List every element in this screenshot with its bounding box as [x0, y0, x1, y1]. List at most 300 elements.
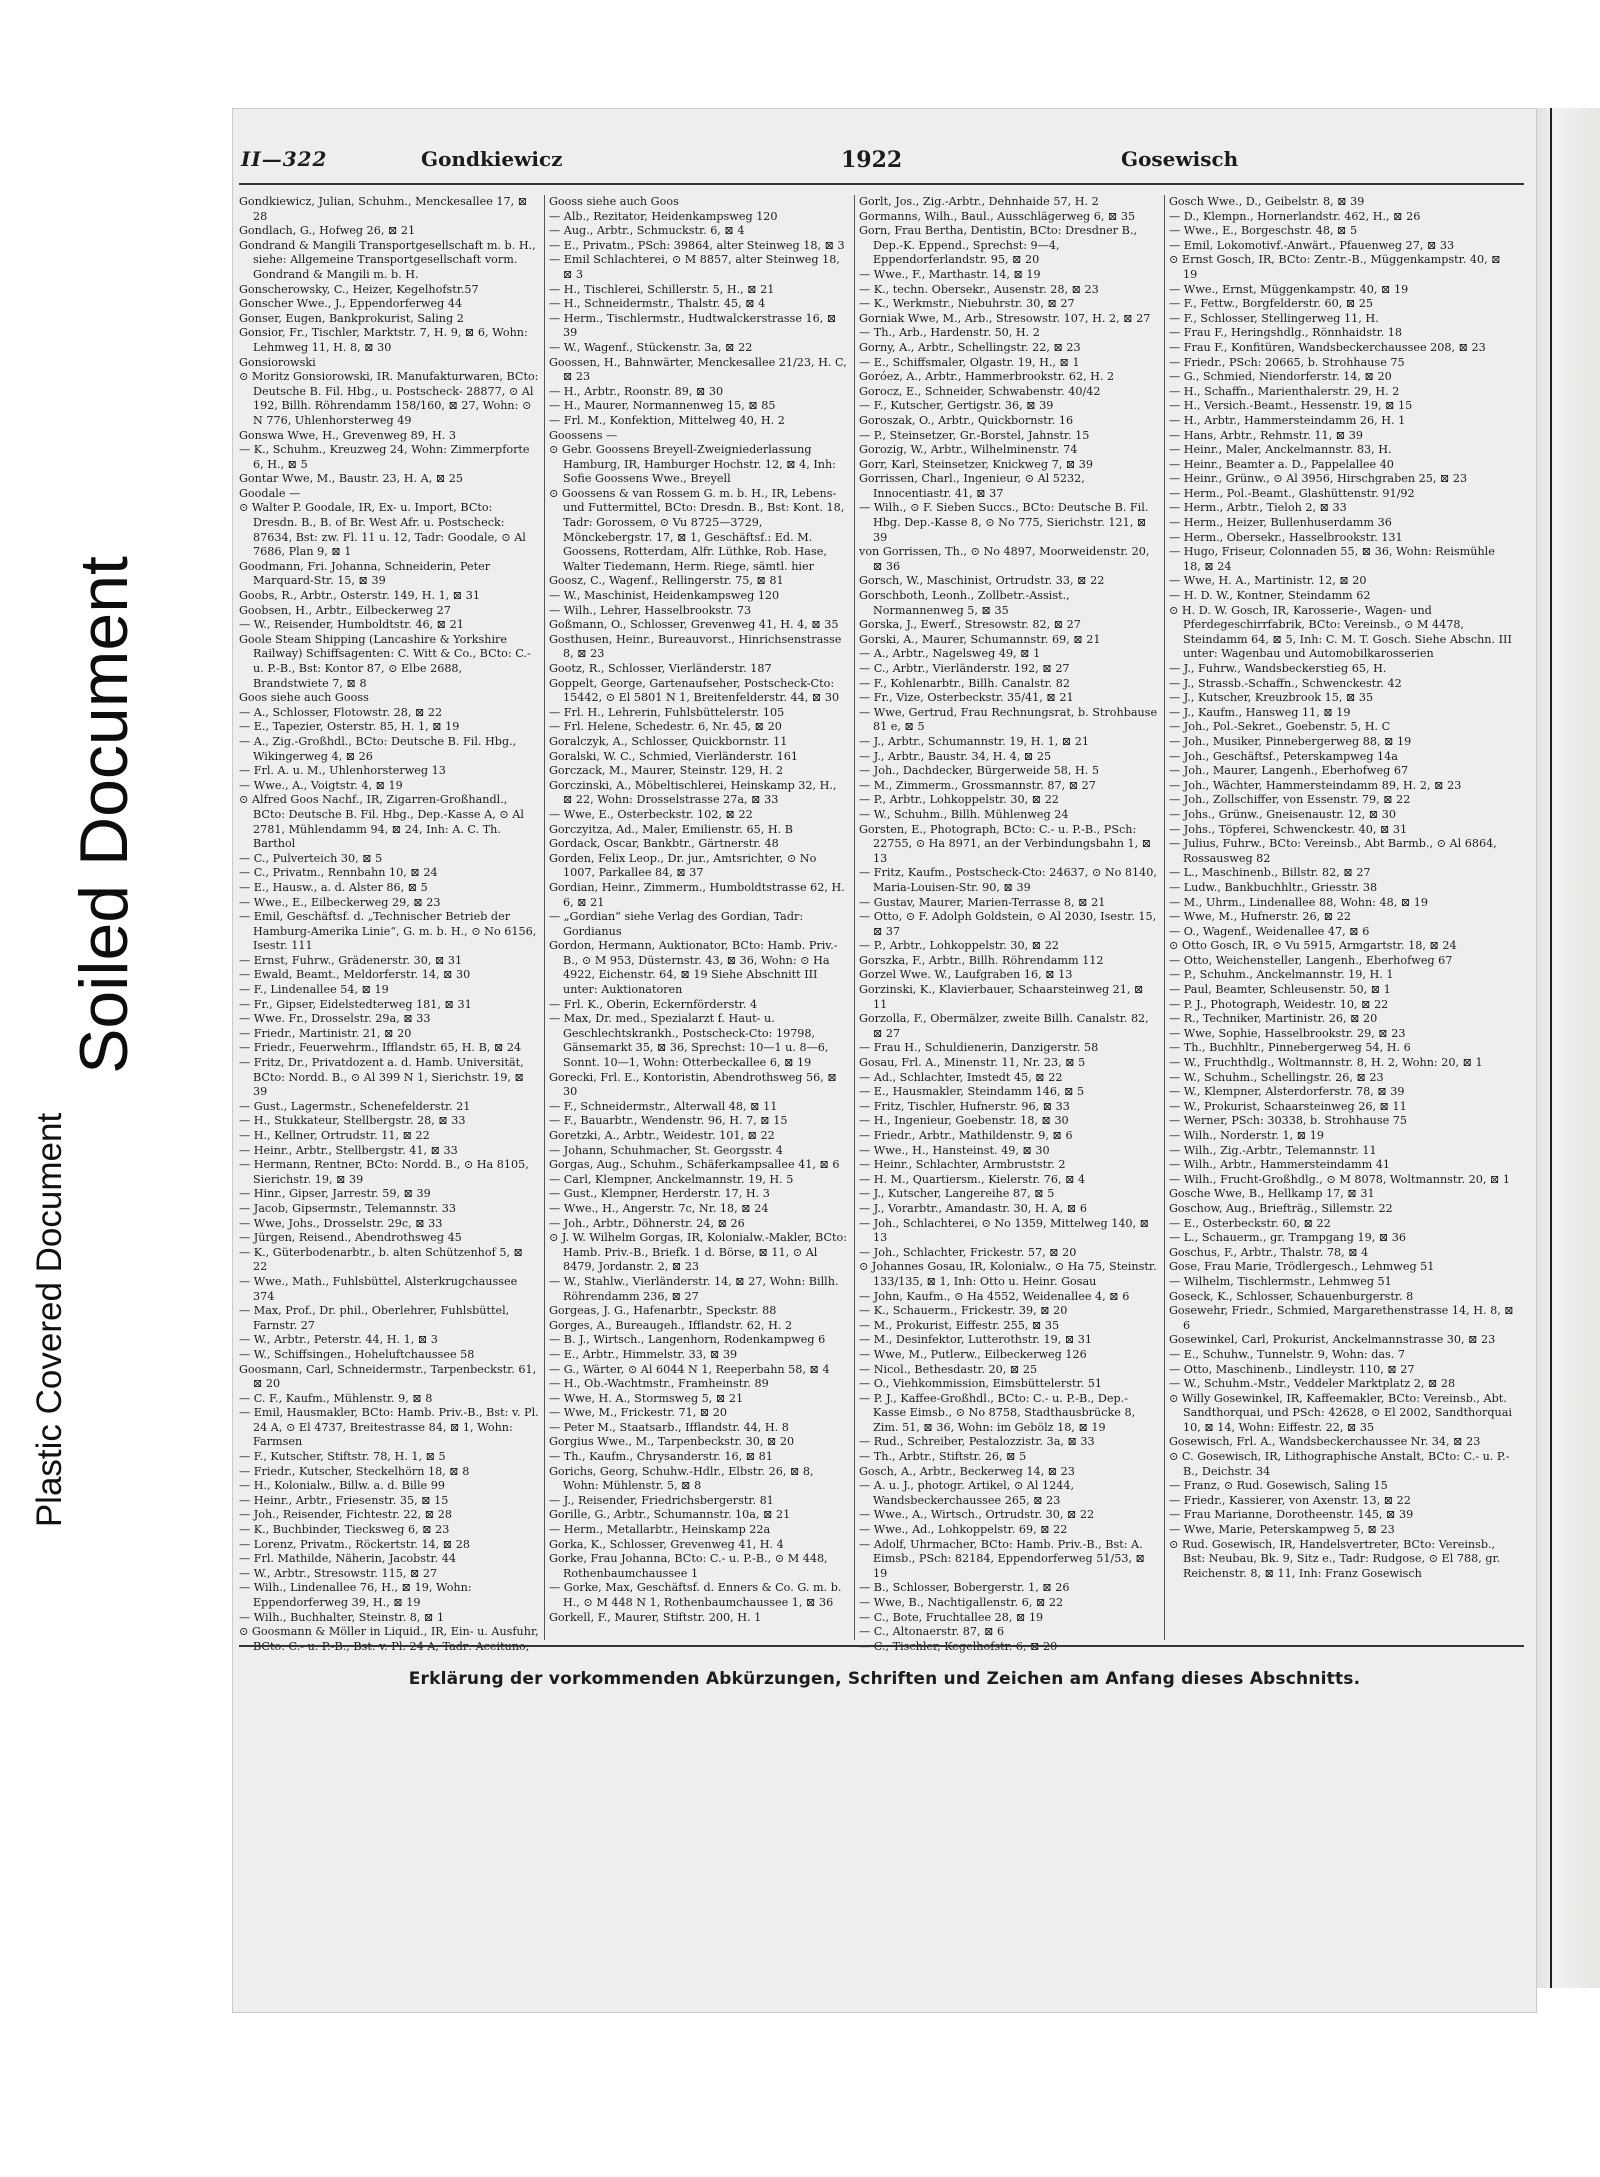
- directory-entry: — W., Arbtr., Stresowstr. 115, ⊠ 27: [239, 1566, 438, 1580]
- directory-entry: Gorichs, Georg, Schuhw.-Hdlr., Elbstr. 26, ⊠ 8, Wohn: Mühlenstr. 5, ⊠ 8: [549, 1464, 814, 1493]
- directory-entry: Gorr, Karl, Steinsetzer, Knickweg 7, ⊠ 39: [859, 457, 1093, 471]
- directory-entry: — W., Reisender, Humboldtstr. 46, ⊠ 21: [239, 618, 464, 632]
- directory-entry: — Joh., Musiker, Pinnebergerweg 88, ⊠ 19: [1169, 734, 1412, 748]
- directory-entry: Gosch Wwe., D., Geibelstr. 8, ⊠ 39: [1169, 195, 1365, 208]
- directory-entry: — J., Kutscher, Kreuzbrook 15, ⊠ 35: [1169, 691, 1374, 705]
- directory-entry: Goralczyk, A., Schlosser, Quickbornstr. 11: [549, 734, 788, 748]
- directory-entry: — F., Schneidermstr., Alterwall 48, ⊠ 11: [549, 1099, 778, 1113]
- directory-entry: — A., Schlosser, Flotowstr. 28, ⊠ 22: [239, 705, 443, 719]
- directory-entry: Gonsiorowski: [239, 355, 316, 369]
- directory-entry: ⊙ H. D. W. Gosch, IR, Karosserie-, Wagen- und Pferdegeschirrfabrik, BCto: Vereinsb., ⊙ M 4478, Steindamm 64, ⊠ 5, Inh: C. M. T. Gosch. Siehe Abschn. III unter: Wagenbau und Automobilkarosserien: [1169, 603, 1512, 661]
- directory-entry: Gormanns, Wilh., Baul., Ausschlägerweg 6, ⊠ 35: [859, 209, 1136, 223]
- directory-entry: Gorczinski, A., Möbeltischlerei, Heinskamp 32, H., ⊠ 22, Wohn: Drosselstrasse 27a, ⊠ 33: [549, 778, 837, 807]
- directory-entry: — Friedr., Feuerwehrm., Ifflandstr. 65, H. B, ⊠ 24: [239, 1041, 522, 1055]
- directory-entry: — Th., Kaufm., Chrysanderstr. 16, ⊠ 81: [549, 1450, 773, 1464]
- directory-entry: — Herm., Obersekr., Hasselbrookstr. 131: [1169, 530, 1403, 544]
- directory-entry: — Heinr., Arbtr., Stellbergstr. 41, ⊠ 33: [239, 1143, 458, 1157]
- directory-entry: — F., Kutscher, Gertigstr. 36, ⊠ 39: [859, 399, 1054, 413]
- directory-entry: Gonsior, Fr., Tischler, Marktstr. 7, H. 9, ⊠ 6, Wohn: Lehmweg 11, H. 8, ⊠ 30: [239, 326, 528, 354]
- directory-entry: Gosewinkel, Carl, Prokurist, Anckelmannstrasse 30, ⊠ 23: [1169, 1333, 1496, 1347]
- directory-entry: — Frau F., Heringshdlg., Rönnhaidstr. 18: [1169, 326, 1403, 340]
- directory-entry: Goppelt, George, Gartenaufseher, Postscheck-Cto: 15442, ⊙ El 5801 N 1, Breitenfelderstr. 44, ⊠ 30: [549, 676, 840, 705]
- directory-entry: — Ludw., Bankbuchhltr., Griesstr. 38: [1169, 880, 1378, 894]
- directory-entry: — H., Versich.-Beamt., Hessenstr. 19, ⊠ 15: [1169, 399, 1413, 413]
- directory-entry: — H., Arbtr., Hammersteindamm 26, H. 1: [1169, 413, 1406, 427]
- directory-entry: — Heinr., Beamter a. D., Pappelallee 40: [1169, 457, 1394, 471]
- directory-entry: — Wwe., F., Marthastr. 14, ⊠ 19: [859, 267, 1041, 281]
- directory-entry: Gorzolla, F., Obermälzer, zweite Billh. Canalstr. 82, ⊠ 27: [859, 1012, 1149, 1040]
- directory-entry: Gorozig, W., Arbtr., Wilhelminenstr. 74: [859, 443, 1078, 457]
- directory-entry: — Wwe, B., Nachtigallenstr. 6, ⊠ 22: [859, 1596, 1064, 1609]
- directory-entry: Gonswa Wwe, H., Grevenweg 89, H. 3: [239, 428, 456, 442]
- directory-entry: — E., Schiffsmaler, Olgastr. 19, H., ⊠ 1: [859, 355, 1080, 369]
- directory-entry: — G., Schmied, Niendorferstr. 14, ⊠ 20: [1169, 370, 1392, 384]
- directory-entry: — Fritz, Tischler, Hufnerstr. 96, ⊠ 33: [859, 1099, 1070, 1113]
- directory-entry: Gorn, Frau Bertha, Dentistin, BCto: Dresdner B., Dep.-K. Eppend., Sprechst: 9—4, Eppendorferlandstr. 95, ⊠ 20: [859, 224, 1138, 267]
- directory-entry: — Carl, Klempner, Anckelmannstr. 19, H. 5: [549, 1172, 794, 1186]
- directory-entry: — Hans, Arbtr., Rehmstr. 11, ⊠ 39: [1169, 428, 1363, 442]
- directory-entry: — Adolf, Uhrmacher, BCto: Hamb. Priv.-B., Bst: A. Eimsb., PSch: 82184, Eppendorferweg 51/53, ⊠ 19: [859, 1537, 1145, 1580]
- directory-entry: — John, Kaufm., ⊙ Ha 4552, Weidenallee 4, ⊠ 6: [859, 1289, 1130, 1303]
- directory-entry: Gorocz, E., Schneider, Schwabenstr. 40/42: [859, 384, 1101, 398]
- directory-entry: — Werner, PSch: 30338, b. Strohhause 75: [1169, 1114, 1407, 1128]
- directory-entry: — Friedr., Martinistr. 21, ⊠ 20: [239, 1026, 412, 1040]
- directory-entry: Gorska, J., Ewerf., Stresowstr. 82, ⊠ 27: [859, 618, 1081, 632]
- directory-entry: — K., Buchbinder, Tiecksweg 6, ⊠ 23: [239, 1523, 450, 1537]
- directory-entry: — Hugo, Friseur, Colonnaden 55, ⊠ 36, Wohn: Reismühle 18, ⊠ 24: [1169, 545, 1495, 573]
- directory-entry: — Emil, Lokomotivf.-Anwärt., Pfauenweg 27, ⊠ 33: [1169, 238, 1455, 252]
- directory-entry: — W., Maschinist, Heidenkampsweg 120: [549, 589, 780, 603]
- directory-entry: — Joh., Dachdecker, Bürgerweide 58, H. 5: [859, 764, 1099, 778]
- directory-entry: — G., Wärter, ⊙ Al 6044 N 1, Reeperbahn 58, ⊠ 4: [549, 1362, 830, 1376]
- directory-entry: — Wwe., E., Borgeschstr. 48, ⊠ 5: [1169, 224, 1358, 238]
- directory-entry: — C., Privatm., Rennbahn 10, ⊠ 24: [239, 866, 438, 880]
- directory-entry: — Wwe., Ad., Lohkoppelstr. 69, ⊠ 22: [859, 1523, 1068, 1537]
- directory-entry: — Johann, Schuhmacher, St. Georgsstr. 4: [549, 1143, 783, 1157]
- directory-entry: — E., Osterbeckstr. 60, ⊠ 22: [1169, 1216, 1331, 1230]
- directory-entry: — Max, Dr. med., Spezialarzt f. Haut- u. Geschlechtskrankh., Postscheck-Cto: 19798, Gänsemarkt 35, ⊠ 36, Sprechst: 10—1 u. 8—6, Sonnt. 10—1, Wohn: Otterbeckallee 6, ⊠ 19: [549, 1012, 829, 1070]
- directory-entry: — E., Tapezier, Osterstr. 85, H. 1, ⊠ 19: [239, 720, 460, 734]
- directory-entry: — Fr., Gipser, Eidelstedterweg 181, ⊠ 31: [239, 997, 472, 1011]
- directory-entry: — K., Werkmstr., Niebuhrstr. 30, ⊠ 27: [859, 297, 1075, 311]
- directory-entry: Gorkell, F., Maurer, Stiftstr. 200, H. 1: [549, 1610, 762, 1624]
- directory-entry: — H., Maurer, Normannenweg 15, ⊠ 85: [549, 399, 776, 413]
- directory-entry: — H., Arbtr., Roonstr. 89, ⊠ 30: [549, 384, 724, 398]
- directory-entry: — P., Arbtr., Lohkoppelstr. 30, ⊠ 22: [859, 939, 1059, 953]
- directory-entry: — Wwe, H. A., Stormsweg 5, ⊠ 21: [549, 1391, 744, 1405]
- directory-entry: — P., Arbtr., Lohkoppelstr. 30, ⊠ 22: [859, 793, 1059, 807]
- directory-entry: — Joh., Schlachterei, ⊙ No 1359, Mittelweg 140, ⊠ 13: [859, 1216, 1150, 1245]
- directory-entry: — Gust., Lagermstr., Schenefelderstr. 21: [239, 1099, 471, 1113]
- directory-entry: Goossens —: [549, 428, 618, 442]
- directory-entry: — M., Prokurist, Eiffestr. 255, ⊠ 35: [859, 1318, 1060, 1332]
- directory-entry: Goschow, Aug., Briefträg., Sillemstr. 22: [1169, 1201, 1393, 1215]
- directory-entry: — Julius, Fuhrw., BCto: Vereinsb., Abt Barmb., ⊙ Al 6864, Rossausweg 82: [1169, 837, 1497, 865]
- page-footer-note: Erklärung der vorkommenden Abkürzungen, Schriften und Zeichen am Anfang dieses Abschnitts.: [408, 1669, 1361, 1689]
- directory-entry: Goodale —: [239, 486, 301, 500]
- directory-entry: — Franz, ⊙ Rud. Gosewisch, Saling 15: [1169, 1479, 1388, 1493]
- directory-entry: Gorlt, Jos., Zig.-Arbtr., Dehnhaide 57, H. 2: [859, 195, 1099, 208]
- directory-entry: — Jacob, Gipsermstr., Telemannstr. 33: [239, 1201, 456, 1215]
- directory-entry: — Joh., Zollschiffer, von Essenstr. 79, ⊠ 22: [1169, 793, 1411, 807]
- directory-entry: ⊙ Goosmann & Möller in Liquid., IR, Ein- u. Ausfuhr,: [239, 1625, 539, 1639]
- directory-entry: von Gorrissen, Th., ⊙ No 4897, Moorweidenstr. 20, ⊠ 36: [859, 545, 1150, 573]
- directory-entry: — Friedr., Arbtr., Mathildenstr. 9, ⊠ 6: [859, 1129, 1073, 1142]
- directory-entry: — Frau Marianne, Dorotheenstr. 145, ⊠ 39: [1169, 1508, 1414, 1522]
- directory-entry: — C., Bote, Fruchtallee 28, ⊠ 19: [859, 1610, 1044, 1624]
- directory-entry: — R., Techniker, Martinistr. 26, ⊠ 20: [1169, 1012, 1378, 1026]
- directory-entry: Goschus, F., Arbtr., Thalstr. 78, ⊠ 4: [1169, 1245, 1369, 1259]
- directory-entry: — Frau F., Konfitüren, Wandsbeckerchaussee 208, ⊠ 23: [1169, 340, 1486, 354]
- directory-entry: — Ad., Schlachter, Imstedt 45, ⊠ 22: [859, 1070, 1063, 1084]
- directory-entry: — P. J., Photograph, Weidestr. 10, ⊠ 22: [1169, 997, 1389, 1011]
- directory-entry: Gosewisch, Frl. A., Wandsbeckerchaussee Nr. 34, ⊠ 23: [1169, 1435, 1481, 1449]
- directory-entry: Gosau, Frl. A., Minenstr. 11, Nr. 23, ⊠ 5: [859, 1056, 1086, 1070]
- directory-entry: — D., Klempn., Hornerlandstr. 462, H., ⊠ 26: [1169, 209, 1421, 223]
- directory-entry: — O., Viehkommission, Eimsbüttelerstr. 51: [859, 1377, 1102, 1391]
- directory-entry: — Frl. M., Konfektion, Mittelweg 40, H. 2: [549, 413, 785, 427]
- directory-entry: — Wwe, H. A., Martinistr. 12, ⊠ 20: [1169, 574, 1367, 588]
- directory-entry: — Wwe., H., Angerstr. 7c, Nr. 18, ⊠ 24: [549, 1201, 769, 1215]
- directory-entry: — Johs., Töpferei, Schwenckestr. 40, ⊠ 31: [1169, 822, 1408, 836]
- directory-entry: — H., Kellner, Ortrudstr. 11, ⊠ 22: [239, 1129, 430, 1142]
- directory-entry: — Aug., Arbtr., Schmuckstr. 6, ⊠ 4: [549, 224, 745, 238]
- directory-entry: Goobs, R., Arbtr., Osterstr. 149, H. 1, ⊠ 31: [239, 589, 480, 603]
- directory-entry: Gorille, G., Arbtr., Schumannstr. 10a, ⊠ 21: [549, 1508, 791, 1522]
- directory-entry: Goobsen, H., Arbtr., Eilbeckerweg 27: [239, 603, 451, 617]
- header-right-guide-word: Gosewisch: [1121, 147, 1239, 171]
- directory-entry: — Wwe. Fr., Drosselstr. 29a, ⊠ 33: [239, 1012, 431, 1026]
- directory-entry: Gosche Wwe, B., Hellkamp 17, ⊠ 31: [1169, 1187, 1375, 1201]
- directory-entry: — Fritz, Dr., Privatdozent a. d. Hamb. Universität, BCto: Nordd. B., ⊙ Al 399 N 1, Sierichstr. 19, ⊠ 39: [239, 1056, 524, 1099]
- directory-entry: Gorsten, E., Photograph, BCto: C.- u. P.-B., PSch: 22755, ⊙ Ha 8971, an der Verbindungsbahn 1, ⊠ 13: [859, 822, 1152, 865]
- directory-entry: Gonscher Wwe., J., Eppendorferweg 44: [239, 297, 463, 311]
- directory-entry: — Ewald, Beamt., Meldorferstr. 14, ⊠ 30: [239, 968, 471, 982]
- directory-entry: — Emil, Hausmakler, BCto: Hamb. Priv.-B., Bst: v. Pl. 24 A, ⊙ El 4737, Breitestrasse 84, ⊠ 1, Wohn: Farmsen: [239, 1406, 539, 1449]
- directory-entry: — Herm., Tischlermstr., Hudtwalckerstrasse 16, ⊠ 39: [549, 311, 837, 340]
- directory-entry: — Wwe., E., Eilbeckerweg 29, ⊠ 23: [239, 895, 441, 909]
- directory-entry: — H., Stukkateur, Stellbergstr. 28, ⊠ 33: [239, 1114, 466, 1128]
- directory-entry: ⊙ Rud. Gosewisch, IR, Handelsvertreter, BCto: Vereinsb., Bst: Neubau, Bk. 9, Sitz e., Tadr: Rudgose, ⊙ El 788, gr. Reichenstr. 8, ⊠ 11, Inh: Franz Gosewisch: [1169, 1537, 1501, 1580]
- directory-entry: — J., Vorarbtr., Amandastr. 30, H. A, ⊠ 6: [859, 1201, 1087, 1215]
- directory-entry: — A. u. J., photogr. Artikel, ⊙ Al 1244, Wandsbeckerchaussee 265, ⊠ 23: [859, 1479, 1075, 1507]
- directory-entry: — B., Schlosser, Bobergerstr. 1, ⊠ 26: [859, 1581, 1070, 1595]
- directory-entry: Goos siehe auch Gooss: [239, 691, 369, 705]
- directory-entry: Gondlach, G., Hofweg 26, ⊠ 21: [239, 224, 416, 238]
- directory-entry: — F., Kohlenarbtr., Billh. Canalstr. 82: [859, 676, 1070, 690]
- directory-entry: — Hermann, Rentner, BCto: Nordd. B., ⊙ Ha 8105, Sierichstr. 19, ⊠ 39: [239, 1158, 529, 1186]
- directory-entry: — F., Fettw., Borgfelderstr. 60, ⊠ 25: [1169, 297, 1374, 311]
- directory-entry: — Friedr., Kassierer, von Axenstr. 13, ⊠ 22: [1169, 1493, 1411, 1507]
- directory-entry: — J., Reisender, Friedrichsbergerstr. 81: [549, 1493, 774, 1507]
- directory-entry: — H., Ingenieur, Goebenstr. 18, ⊠ 30: [859, 1114, 1069, 1128]
- directory-entry: — E., Hausmakler, Steindamm 146, ⊠ 5: [859, 1085, 1085, 1099]
- directory-entry: — A., Zig.-Großhdl., BCto: Deutsche B. Fil. Hbg., Wikingerweg 4, ⊠ 26: [239, 734, 517, 763]
- directory-entry: Goseck, K., Schlosser, Schauenburgerstr. 8: [1169, 1289, 1414, 1303]
- directory-entry: — Johs., Grünw., Gneisenaustr. 12, ⊠ 30: [1169, 807, 1396, 821]
- directory-entry: — Wwe., A., Wirtsch., Ortrudstr. 30, ⊠ 22: [859, 1508, 1095, 1522]
- directory-entry: — Wilhelm, Tischlermstr., Lehmweg 51: [1169, 1274, 1392, 1288]
- directory-entry: — Th., Buchhltr., Pinnebergerweg 54, H. 6: [1169, 1041, 1411, 1055]
- column-4: [1169, 195, 1515, 1655]
- directory-entry: Gorsch, W., Maschinist, Ortrudstr. 33, ⊠ 22: [859, 574, 1105, 588]
- directory-entry: Gorden, Felix Leop., Dr. jur., Amtsrichter, ⊙ No 1007, Parkallee 84, ⊠ 37: [549, 851, 817, 880]
- directory-entry: — J., Fuhrw., Wandsbeckerstieg 65, H.: [1169, 662, 1387, 675]
- directory-entry: — Joh., Geschäftsf., Peterskampweg 14a: [1169, 749, 1398, 763]
- directory-entry: — Wwe, Johs., Drosselstr. 29c, ⊠ 33: [239, 1216, 443, 1230]
- directory-entry: Goralski, W. C., Schmied, Vierländerstr. 161: [549, 749, 799, 763]
- column-3: [859, 195, 1159, 1655]
- directory-entry: — Joh., Reisender, Fichtestr. 22, ⊠ 28: [239, 1508, 452, 1522]
- directory-entry: Gorgas, Aug., Schuhm., Schäferkampsallee 41, ⊠ 6: [549, 1158, 840, 1172]
- directory-entry: Goroszak, O., Arbtr., Quickbornstr. 16: [859, 413, 1074, 427]
- directory-entry: — K., techn. Obersekr., Ausenstr. 28, ⊠ 23: [859, 282, 1099, 296]
- directory-entry: Gorny, A., Arbtr., Schellingstr. 22, ⊠ 23: [859, 340, 1081, 354]
- directory-entry: — Wilh., Norderstr. 1, ⊠ 19: [1169, 1129, 1324, 1142]
- directory-entry: ⊙ Alfred Goos Nachf., IR, Zigarren-Großhandl., BCto: Deutsche B. Fil. Hbg., Dep.-Kasse A, ⊙ Al 2781, Mühlendamm 94, ⊠ 24, Inh: A. C. Th. Barthol: [239, 793, 524, 851]
- directory-entry: ⊙ Walter P. Goodale, IR, Ex- u. Import, BCto: Dresdn. B., B. of Br. West Afr. u. Postscheck: 87634, Bst: zw. Fl. 11 u. 12, Tadr: Goodale, ⊙ Al 7686, Plan 9, ⊠ 1: [239, 501, 526, 559]
- directory-entry: Gordian, Heinr., Zimmerm., Humboldtstrasse 62, H. 6, ⊠ 21: [549, 880, 845, 909]
- directory-entry: — Herm., Pol.-Beamt., Glashüttenstr. 91/92: [1169, 486, 1415, 500]
- directory-entry: — Wwe, Gertrud, Frau Rechnungsrat, b. Strohbause 81 e, ⊠ 5: [859, 705, 1158, 734]
- header-year: 1922: [841, 147, 903, 173]
- directory-entry: — Otto, ⊙ F. Adolph Goldstein, ⊙ Al 2030, Isestr. 15, ⊠ 37: [859, 910, 1157, 938]
- directory-entry: — H., Schneidermstr., Thalstr. 45, ⊠ 4: [549, 297, 766, 311]
- directory-entry: — O., Wagenf., Weidenallee 47, ⊠ 6: [1169, 924, 1370, 938]
- page-number: II—322: [241, 147, 328, 171]
- directory-entry: ⊙ Goossens & van Rossem G. m. b. H., IR, Lebens- und Futtermittel, BCto: Dresdn. B., Bst: Kont. 18, Tadr: Gorossem, ⊙ Vu 8725—3729, Mönckebergstr. 17, ⊠ 1, Geschäftsf.: Ed. M. Goossens, Rotterdam, Alfr. Lüthke, Rob. Hase, Walter Tiedemann, Herm. Riege, sämtl. hier: [549, 486, 845, 573]
- directory-entry: ⊙ C. Gosewisch, IR, Lithographische Anstalt, BCto: C.- u. P.-B., Deichstr. 34: [1169, 1450, 1510, 1478]
- directory-entry: Gorgius Wwe., M., Tarpenbeckstr. 30, ⊠ 20: [549, 1435, 795, 1449]
- directory-entry: ⊙ Otto Gosch, IR, ⊙ Vu 5915, Armgartstr. 18, ⊠ 24: [1169, 939, 1457, 953]
- directory-entry: — Friedr., PSch: 20665, b. Strohhause 75: [1169, 355, 1405, 369]
- directory-entry: — Frl. A. u. M., Uhlenhorsterweg 13: [239, 764, 446, 778]
- directory-entry: — W., Arbtr., Peterstr. 44, H. 1, ⊠ 3: [239, 1333, 438, 1347]
- directory-entry: — Joh., Wächter, Hammersteindamm 89, H. 2, ⊠ 23: [1169, 778, 1462, 792]
- directory-entry: — F., Lindenallee 54, ⊠ 19: [239, 983, 389, 997]
- directory-entry: Gorschboth, Leonh., Zollbetr.-Assist., Normannenweg 5, ⊠ 35: [859, 589, 1070, 617]
- directory-entry: ⊙ Willy Gosewinkel, IR, Kaffeemakler, BCto: Vereinsb., Abt. Sandthorquai, und PSch: 42628, ⊙ El 2002, Sandthorquai 10, ⊠ 14, Wohn: Eiffestr. 22, ⊠ 35: [1169, 1391, 1512, 1434]
- directory-entry: — Wwe., Ernst, Müggenkampstr. 40, ⊠ 19: [1169, 282, 1409, 296]
- directory-entry: — Wwe, M., Hufnerstr. 26, ⊠ 22: [1169, 910, 1351, 924]
- directory-entry: ⊙ Ernst Gosch, IR, BCto: Zentr.-B., Müggenkampstr. 40, ⊠ 19: [1169, 253, 1501, 281]
- directory-entry: — Wwe., Math., Fuhlsbüttel, Alsterkrugchaussee 374: [239, 1274, 518, 1303]
- directory-entry: Gosewehr, Friedr., Schmied, Margarethenstrasse 14, H. 8, ⊠ 6: [1169, 1304, 1514, 1332]
- directory-entry: Gorges, A., Bureaugeh., Ifflandstr. 62, H. 2: [549, 1318, 793, 1332]
- directory-entry: — Ernst, Fuhrw., Grädenerstr. 30, ⊠ 31: [239, 953, 463, 967]
- directory-entry: Gorzinski, K., Klavierbauer, Schaarsteinweg 21, ⊠ 11: [859, 983, 1144, 1011]
- directory-entry: — Wilh., Arbtr., Hammersteindamm 41: [1169, 1158, 1391, 1172]
- directory-entry: — Joh., Maurer, Langenh., Eberhofweg 67: [1169, 764, 1409, 778]
- directory-entry: — Gorke, Max, Geschäftsf. d. Enners & Co. G. m. b. H., ⊙ M 448 N 1, Rothenbaumchaussee 1, ⊠ 36: [549, 1581, 842, 1609]
- directory-entry: — W., Prokurist, Schaarsteinweg 26, ⊠ 11: [1169, 1099, 1407, 1113]
- directory-entry: — Lorenz, Privatm., Röckertstr. 14, ⊠ 28: [239, 1537, 470, 1551]
- directory-entry: Goossen, H., Bahnwärter, Menckesallee 21/23, H. C, ⊠ 23: [549, 355, 847, 384]
- directory-entry: — M., Zimmerm., Grossmannstr. 87, ⊠ 27: [859, 778, 1096, 792]
- directory-entry: — W., Klempner, Alsterdorferstr. 78, ⊠ 39: [1169, 1085, 1405, 1099]
- directory-entry: — Friedr., Kutscher, Steckelhörn 18, ⊠ 8: [239, 1464, 470, 1478]
- directory-entry: ⊙ Moritz Gonsiorowski, IR. Manufakturwaren, BCto: Deutsche B. Fil. Hbg., u. Postscheck- 28877, ⊙ Al 192, Billh. Röhrendamm 158/160, ⊠ 27, Wohn: ⊙ N 776, Uhlenhorsterweg 49: [239, 370, 539, 427]
- directory-entry: Goróez, A., Arbtr., Hammerbrookstr. 62, H. 2: [859, 370, 1115, 384]
- directory-entry: Goosmann, Carl, Schneidermstr., Tarpenbeckstr. 61, ⊠ 20: [239, 1362, 537, 1391]
- directory-entry: — H. D. W., Kontner, Steindamm 62: [1169, 589, 1371, 603]
- directory-entry: — P., Steinsetzer, Gr.-Borstel, Jahnstr. 15: [859, 428, 1090, 442]
- directory-entry: — Frl. Helene, Schedestr. 6, Nr. 45, ⊠ 20: [549, 720, 782, 734]
- directory-entry: — Rud., Schreiber, Pestalozzistr. 3a, ⊠ 33: [859, 1435, 1095, 1449]
- directory-entry: — J., Arbtr., Baustr. 34, H. 4, ⊠ 25: [859, 749, 1052, 763]
- column-divider: [1164, 195, 1165, 1640]
- directory-entry: Gorski, A., Maurer, Schumannstr. 69, ⊠ 21: [859, 632, 1101, 646]
- directory-entry: — Otto, Maschinenb., Lindleystr. 110, ⊠ 27: [1169, 1362, 1415, 1376]
- directory-entry: — Wilh., Lehrer, Hasselbrookstr. 73: [549, 603, 752, 617]
- directory-entry: — Wilh., ⊙ F. Sieben Succs., BCto: Deutsche B. Fil. Hbg. Dep.-Kasse 8, ⊙ No 775, Sierichstr. 121, ⊠ 39: [859, 501, 1149, 544]
- header-left-guide-word: Gondkiewicz: [421, 147, 563, 171]
- directory-entry: Gorszka, F., Arbtr., Billh. Röhrendamm 112: [859, 953, 1104, 967]
- directory-entry: Gonscherowsky, C., Heizer, Kegelhofstr.57: [239, 282, 479, 296]
- column-divider: [544, 195, 545, 1640]
- directory-entry: — W., Wagenf., Stückenstr. 3a, ⊠ 22: [549, 340, 753, 354]
- directory-entry: — Wwe., A., Voigtstr. 4, ⊠ 19: [239, 778, 403, 792]
- directory-entry: — Peter M., Staatsarb., Ifflandstr. 44, H. 8: [549, 1420, 789, 1434]
- directory-entry: Gonser, Eugen, Bankprokurist, Saling 2: [239, 311, 464, 325]
- directory-entry: — Wilh., Lindenallee 76, H., ⊠ 19, Wohn: Eppendorferweg 39, H., ⊠ 19: [239, 1581, 472, 1609]
- directory-entry: — Paul, Beamter, Schleusenstr. 50, ⊠ 1: [1169, 983, 1391, 997]
- directory-entry: Gorecki, Frl. E., Kontoristin, Abendrothsweg 56, ⊠ 30: [549, 1070, 837, 1099]
- directory-entry: Gooss siehe auch Goos: [549, 195, 679, 208]
- directory-entry: — Joh., Schlachter, Frickestr. 57, ⊠ 20: [859, 1245, 1077, 1259]
- directory-entry: — Th., Arbtr., Stiftstr. 26, ⊠ 5: [859, 1450, 1027, 1464]
- directory-entry: — W., Schiffsingen., Hoheluftchaussee 58: [239, 1347, 475, 1361]
- directory-entry: — H., Schaffn., Marienthalerstr. 29, H. 2: [1169, 384, 1400, 398]
- footer-rule: [239, 1645, 1524, 1647]
- directory-entry: Gorniak Wwe, M., Arb., Stresowstr. 107, H. 2, ⊠ 27: [859, 311, 1151, 325]
- directory-entry: — C., Altonaerstr. 87, ⊠ 6: [859, 1625, 1005, 1639]
- column-1: [239, 195, 539, 1655]
- directory-entry: — H., Kolonialw., Billw. a. d. Bille 99: [239, 1479, 445, 1493]
- directory-entry: — Heinr., Grünw., ⊙ Al 3956, Hirschgraben 25, ⊠ 23: [1169, 472, 1468, 486]
- directory-entry: — Heinr., Maler, Anckelmannstr. 83, H.: [1169, 443, 1392, 457]
- column-2: [549, 195, 849, 1655]
- directory-entry: — „Gordian“ siehe Verlag des Gordian, Tadr: Gordianus: [549, 910, 804, 938]
- directory-entry: Gosthusen, Heinr., Bureauvorst., Hinrichsenstrasse 8, ⊠ 23: [549, 632, 842, 661]
- directory-entry: Gorka, K., Schlosser, Grevenweg 41, H. 4: [549, 1537, 784, 1551]
- directory-entry: — M., Desinfektor, Lutterothstr. 19, ⊠ 31: [859, 1333, 1092, 1347]
- soiled-label: Soiled Document: [66, 556, 142, 1074]
- directory-entry: — Frau H., Schuldienerin, Danzigerstr. 58: [859, 1041, 1099, 1055]
- directory-entry: — L., Schauerm., gr. Trampgang 19, ⊠ 36: [1169, 1231, 1407, 1245]
- directory-entry: Goßmann, O., Schlosser, Grevenweg 41, H. 4, ⊠ 35: [549, 618, 839, 632]
- directory-entry: Gorczack, M., Maurer, Steinstr. 129, H. 2: [549, 764, 784, 778]
- directory-entry: — K., Güterbodenarbtr., b. alten Schützenhof 5, ⊠ 22: [239, 1245, 523, 1274]
- directory-entry: — Otto, Weichensteller, Langenh., Eberhofweg 67: [1169, 953, 1453, 967]
- directory-entry: — E., Hausw., a. d. Alster 86, ⊠ 5: [239, 880, 428, 894]
- directory-entry: — Fritz, Kaufm., Postscheck-Cto: 24637, ⊙ No 8140, Maria-Louisen-Str. 90, ⊠ 39: [859, 866, 1157, 894]
- directory-entry: — Jürgen, Reisend., Abendrothsweg 45: [239, 1231, 462, 1245]
- header-rule: [239, 183, 1524, 185]
- directory-entry: ⊙ Gebr. Goossens Breyell-Zweigniederlassung Hamburg, IR, Hamburger Hochstr. 12, ⊠ 4, Inh: Sofie Goossens Wwe., Breyell: [549, 443, 836, 486]
- directory-entry: — Nicol., Bethesdastr. 20, ⊠ 25: [859, 1362, 1038, 1376]
- directory-entry: — W., Fruchthdlg., Woltmannstr. 8, H. 2, Wohn: 20, ⊠ 1: [1169, 1056, 1483, 1070]
- directory-entry: — Joh., Arbtr., Döhnerstr. 24, ⊠ 26: [549, 1216, 745, 1230]
- directory-entry: — Fr., Vize, Osterbeckstr. 35/41, ⊠ 21: [859, 691, 1074, 705]
- directory-entry: — C. F., Kaufm., Mühlenstr. 9, ⊠ 8: [239, 1391, 433, 1405]
- directory-entry: Gordack, Oscar, Bankbtr., Gärtnerstr. 48: [549, 837, 779, 851]
- directory-entry: — Alb., Rezitator, Heidenkampsweg 120: [549, 209, 778, 223]
- directory-entry: — K., Schauerm., Frickestr. 39, ⊠ 20: [859, 1304, 1068, 1318]
- directory-entry: — B. J., Wirtsch., Langenhorn, Rodenkampweg 6: [549, 1333, 826, 1347]
- page-header: [241, 147, 1520, 181]
- directory-entry: — Heinr., Schlachter, Armbruststr. 2: [859, 1158, 1066, 1172]
- directory-entry: Gorzel Wwe. W., Laufgraben 16, ⊠ 13: [859, 968, 1073, 982]
- directory-entry: — Wwe, Sophie, Hasselbrookstr. 29, ⊠ 23: [1169, 1026, 1406, 1040]
- directory-entry: — F., Kutscher, Stiftstr. 78, H. 1, ⊠ 5: [239, 1450, 446, 1464]
- directory-entry: — W., Schuhm., Schellingstr. 26, ⊠ 23: [1169, 1070, 1384, 1084]
- directory-entry: — Max, Prof., Dr. phil., Oberlehrer, Fuhlsbüttel, Farnstr. 27: [239, 1304, 510, 1332]
- directory-entry: — J., Kaufm., Hansweg 11, ⊠ 19: [1169, 705, 1351, 719]
- directory-entry: — Th., Arb., Hardenstr. 50, H. 2: [859, 326, 1040, 340]
- directory-entry: — Wwe, E., Osterbeckstr. 102, ⊠ 22: [549, 807, 753, 821]
- directory-entry: — C., Pulverteich 30, ⊠ 5: [239, 851, 383, 865]
- directory-entry: — J., Arbtr., Schumannstr. 19, H. 1, ⊠ 21: [859, 734, 1090, 748]
- directory-entry: — W., Schuhm., Billh. Mühlenweg 24: [859, 807, 1069, 821]
- directory-entry: — Joh., Pol.-Sekret., Goebenstr. 5, H. C: [1169, 720, 1391, 734]
- directory-entry: Gondrand & Mangili Transportgesellschaft m. b. H., siehe: Allgemeine Transportgesellschaft vorm. Gondrand & Mangili m. b. H.: [239, 238, 536, 281]
- directory-entry: — Hinr., Gipser, Jarrestr. 59, ⊠ 39: [239, 1187, 431, 1201]
- directory-entry: — H. M., Quartiersm., Kielerstr. 76, ⊠ 4: [859, 1172, 1086, 1186]
- directory-entry: — Wilh., Frucht-Großhdlg., ⊙ M 8078, Woltmannstr. 20, ⊠ 1: [1169, 1172, 1511, 1186]
- directory-entry: Goosz, C., Wagenf., Rellingerstr. 75, ⊠ 81: [549, 574, 784, 588]
- directory-entry: — W., Stahlw., Vierländerstr. 14, ⊠ 27, Wohn: Billh. Röhrendamm 236, ⊠ 27: [549, 1274, 839, 1303]
- directory-entry: Gorczyitza, Ad., Maler, Emilienstr. 65, H. B: [549, 822, 793, 836]
- directory-entry: — Gust., Klempner, Herderstr. 17, H. 3: [549, 1187, 770, 1201]
- directory-entry: Gootz, R., Schlosser, Vierländerstr. 187: [549, 662, 772, 675]
- directory-entry: [859, 1640, 1159, 1655]
- directory-entry: — E., Arbtr., Himmelstr. 33, ⊠ 39: [549, 1347, 738, 1361]
- directory-entry: — Emil, Geschäftsf. d. „Technischer Betrieb der Hamburg-Amerika Linie“, G. m. b. H., ⊙ No 6156, Isestr. 111: [239, 910, 537, 953]
- directory-entry: — P., Schuhm., Anckelmannstr. 19, H. 1: [1169, 968, 1394, 982]
- directory-entry: — Wwe., H., Hansteinst. 49, ⊠ 30: [859, 1143, 1050, 1157]
- directory-entry: — Frl. K., Oberin, Eckernförderstr. 4: [549, 997, 758, 1011]
- directory-entry: — H., Ob.-Wachtmstr., Framheinstr. 89: [549, 1377, 769, 1391]
- directory-entry: — H., Tischlerei, Schillerstr. 5, H., ⊠ 21: [549, 282, 775, 296]
- directory-entry: — C., Arbtr., Vierländerstr. 192, ⊠ 27: [859, 662, 1070, 675]
- directory-entry: — E., Privatm., PSch: 39864, alter Steinweg 18, ⊠ 3: [549, 238, 845, 252]
- directory-entry: — L., Maschinenb., Billstr. 82, ⊠ 27: [1169, 866, 1371, 880]
- directory-entry: — Wwe, M., Putlerw., Eilbeckerweg 126: [859, 1347, 1087, 1361]
- directory-entry: Goodmann, Fri. Johanna, Schneiderin, Peter Marquard-Str. 15, ⊠ 39: [239, 559, 491, 588]
- directory-entry: — Frl. H., Lehrerin, Fuhlsbüttelerstr. 105: [549, 705, 785, 719]
- directory-entry: — Emil Schlachterei, ⊙ M 8857, alter Steinweg 18, ⊠ 3: [549, 253, 840, 281]
- directory-entry: — A., Arbtr., Nagelsweg 49, ⊠ 1: [859, 647, 1041, 661]
- directory-entry: ⊙ J. W. Wilhelm Gorgas, IR, Kolonialw.-Makler, BCto: Hamb. Priv.-B., Briefk. 1 d. Börse, ⊠ 11, ⊙ Al 8479, Jordanstr. 2, ⊠ 23: [549, 1231, 848, 1274]
- directory-entry: — J., Strassb.-Schaffn., Schwenckestr. 42: [1169, 676, 1402, 690]
- directory-entry: Gose, Frau Marie, Trödlergesch., Lehmweg 51: [1169, 1260, 1435, 1274]
- directory-entry: — J., Kutscher, Langereihe 87, ⊠ 5: [859, 1187, 1055, 1201]
- directory-entry: Goole Steam Shipping (Lancashire & Yorkshire Railway) Schiffsagenten: C. Witt & Co., BCto: C.- u. P.-B., Bst: Kontor 87, ⊙ Elbe 2688, Brandstwiete 7, ⊠ 8: [239, 632, 531, 690]
- directory-entry: — Wilh., Zig.-Arbtr., Telemannstr. 11: [1169, 1143, 1377, 1157]
- directory-page: [232, 108, 1537, 2013]
- cover-label: Plastic Covered Document: [30, 1112, 69, 1528]
- directory-entry: — Frl. Mathilde, Näherin, Jacobstr. 44: [239, 1552, 456, 1566]
- column-divider: [854, 195, 855, 1640]
- directory-entry: — E., Schuhw., Tunnelstr. 9, Wohn: das. 7: [1169, 1347, 1406, 1361]
- directory-entry: — Herm., Metallarbtr., Heinskamp 22a: [549, 1523, 771, 1537]
- directory-entry: Gorrissen, Charl., Ingenieur, ⊙ Al 5232, Innocentiastr. 41, ⊠ 37: [859, 472, 1085, 500]
- directory-entry: — P. J., Kaffee-Großhdl., BCto: C.- u. P.-B., Dep.-Kasse Eimsb., ⊙ No 8758, Stadthausbrücke 8, Zim. 51, ⊠ 36, Wohn: im Gebölz 18, ⊠ 19: [859, 1391, 1136, 1434]
- directory-entry: — Herm., Arbtr., Tieloh 2, ⊠ 33: [1169, 501, 1347, 515]
- directory-entry: — F., Bauarbtr., Wendenstr. 96, H. 7, ⊠ 15: [549, 1114, 788, 1128]
- directory-entry: — Heinr., Arbtr., Friesenstr. 35, ⊠ 15: [239, 1493, 449, 1507]
